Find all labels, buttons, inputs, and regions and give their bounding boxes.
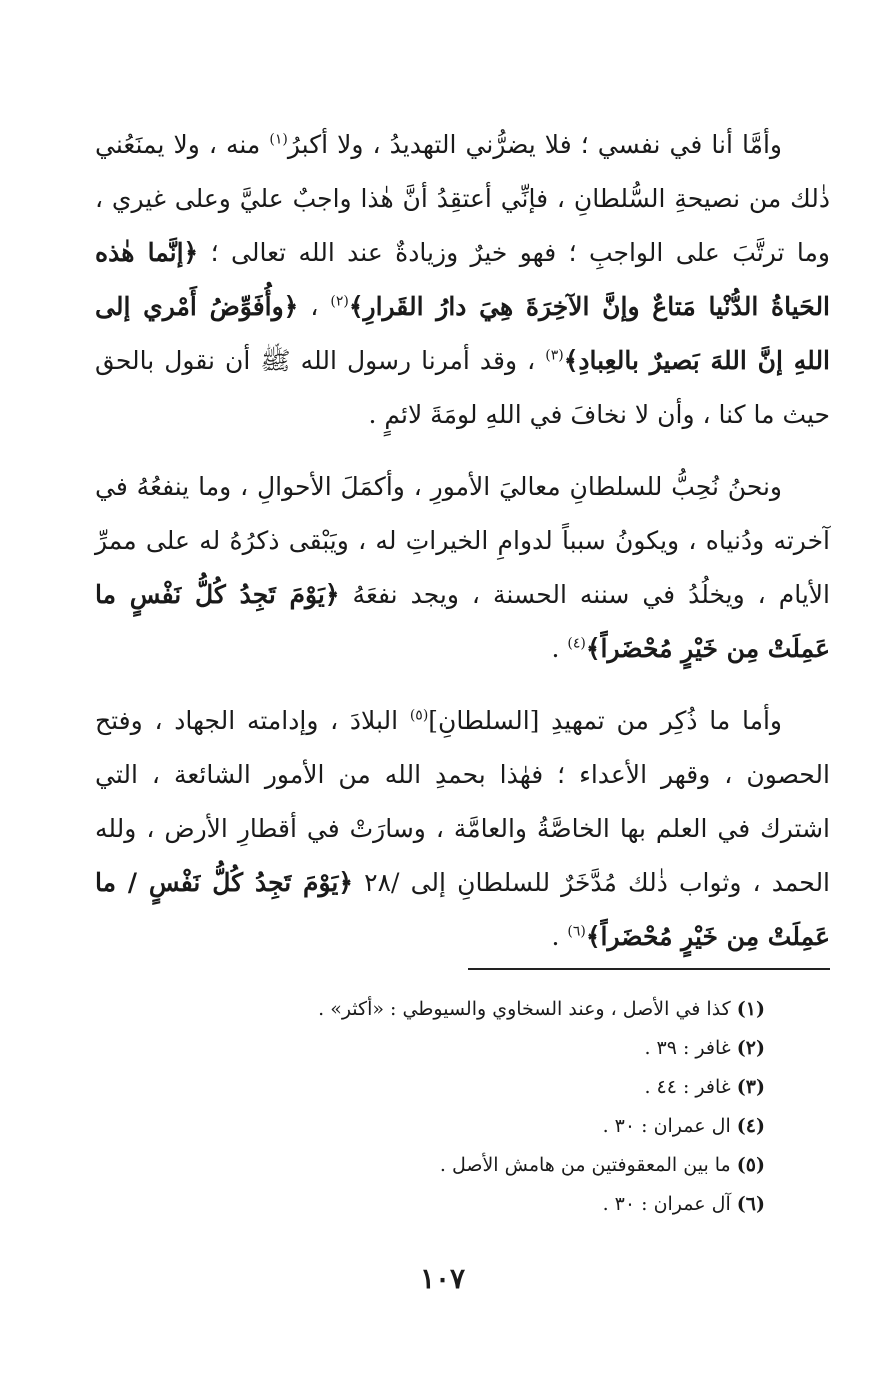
footnote-text: ما بين المعقوفتين من هامش الأصل . <box>439 1154 731 1176</box>
footnote-ref-5: (٥) <box>409 707 429 724</box>
quran-verse: ﴿يَوْمَ تَجِدُ كُلُّ نَفْسٍ ما عَمِلَتْ مِن خَيْرٍ مُحْضَراً﴾ <box>95 580 830 663</box>
text-run: منه ، ولا يمنَعُني ذٰلك من نصيحةِ السُّلطانِ ، فإنِّي أعتقِدُ أنَّ هٰذا واجبٌ عليَّ وعلى غيري ، وما ترتَّبَ على الواجبِ ؛ فهو خيرٌ وزيادةٌ عند الله تعالى ؛ <box>95 130 831 267</box>
page-number: ١٠٧ <box>419 1262 466 1295</box>
footnote-ref-3: (٣) <box>545 347 564 364</box>
main-text <box>95 118 830 982</box>
quran-verse: ﴿يَوْمَ تَجِدُ كُلُّ نَفْسٍ / ما عَمِلَتْ مِن خَيْرٍ مُحْضَراً﴾ <box>95 868 830 951</box>
paragraph-1 <box>95 118 830 442</box>
text-run: وأمَّا أنا في نفسي ؛ فلا يضرُّني التهديدُ ، ولا أكبرُ <box>287 130 783 159</box>
footnote-item <box>65 1185 765 1224</box>
footnote-ref-6: (٦) <box>567 923 586 940</box>
text-run: ، وقد أمرنا رسول الله ﷺ أن نقول بالحق حيث ما كنا ، وأن لا نخافَ في اللهِ لومَةَ لائمٍ . <box>95 346 830 429</box>
paragraph-3 <box>95 694 830 964</box>
footnote-number: (٣) <box>736 1076 765 1098</box>
footnote-text: آل عمران : ٣٠ . <box>602 1193 731 1215</box>
footnote-text: كذا في الأصل ، وعند السخاوي والسيوطي : «أكثر» . <box>318 998 731 1020</box>
paragraph-2 <box>95 460 830 676</box>
text-run: . <box>551 634 568 663</box>
footnote-number: (١) <box>736 998 765 1020</box>
manuscript-folio-mark: /٢٨ <box>364 868 400 897</box>
footnote-item <box>65 1029 765 1068</box>
footnote-ref-1: (١) <box>269 131 288 148</box>
text-run: . <box>551 922 568 951</box>
footnote-text: غافر : ٣٩ . <box>644 1037 731 1059</box>
footnote-number: (٤) <box>736 1115 765 1137</box>
footnotes-list <box>65 990 765 1224</box>
footnote-number: (٢) <box>736 1037 765 1059</box>
footnote-item <box>65 1068 765 1107</box>
quran-verse: ﴿وأُفَوِّضُ أَمْري إلى اللهِ إنَّ اللهَ بَصيرٌ بالعِبادِ﴾ <box>95 292 831 375</box>
footnote-item <box>65 1107 765 1146</box>
footnote-ref-4: (٤) <box>567 635 586 652</box>
footnote-text: ال عمران : ٣٠ . <box>602 1115 731 1137</box>
text-run: البلادَ ، وإدامته الجهاد ، وفتح الحصون ، وقهر الأعداء ؛ فهٰذا بحمدِ الله من الأمور الشائعة ، التي اشترك في العلم بها الخاصَّةُ والعامَّة ، وسارَتْ في أقطارِ الأرض ، ولله الحمد ، وثواب ذٰلك مُدَّخَرٌ للسلطانِ إلى <box>95 706 831 897</box>
text-run: ونحنُ نُحِبُّ للسلطانِ معاليَ الأمورِ ، وأكمَلَ الأحوالِ ، وما ينفعُهُ في آخرته ودُنياه ، ويكونُ سبباً لدوامِ الخيراتِ له ، ويَبْقى ذكرُهُ له على ممرِّ الأيام ، ويخلُدُ في سننه الحسنة ، ويجد نفعَهُ <box>95 472 830 609</box>
footnote-number: (٦) <box>736 1193 765 1215</box>
footnote-item <box>65 990 765 1029</box>
footnote-separator <box>468 968 830 970</box>
footnote-item <box>65 1146 765 1185</box>
quran-verse: ﴿إنَّما هٰذه الحَياةُ الدُّنْيا مَتاعٌ وإنَّ الآخِرَةَ هِيَ دارُ القَرارِ﴾ <box>95 238 831 321</box>
footnote-number: (٥) <box>736 1154 765 1176</box>
text-run: وأما ما ذُكِر من تمهيدِ [السلطانِ] <box>428 706 782 735</box>
footnote-ref-2: (٢) <box>330 293 349 310</box>
text-run: ، <box>298 292 331 321</box>
footnote-text: غافر : ٤٤ . <box>644 1076 731 1098</box>
